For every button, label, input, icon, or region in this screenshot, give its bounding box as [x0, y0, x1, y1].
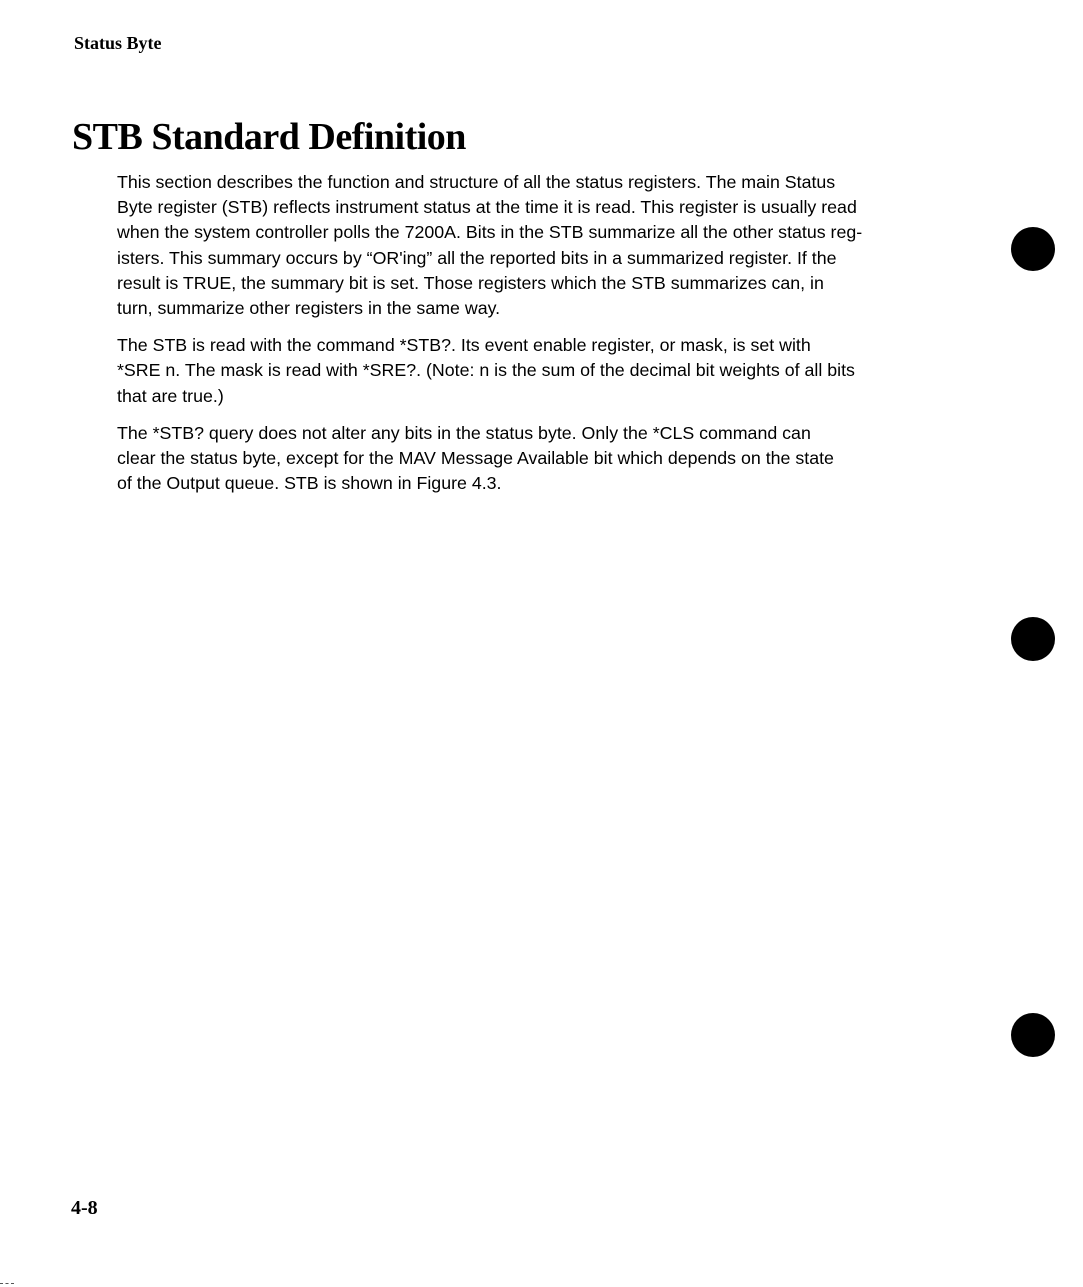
- text-line: isters. This summary occurs by “OR'ing” all the reported bits in a summarized register. If the: [117, 247, 837, 268]
- text-line: *SRE n. The mask is read with *SRE?. (Note: n is the sum of the decimal bit weights of all bits: [117, 360, 855, 381]
- text-line: The *STB? query does not alter any bits in the status byte. Only the *CLS command can: [117, 422, 811, 443]
- text-line: turn, summarize other registers in the same way.: [117, 298, 501, 319]
- text-line: of the Output queue. STB is shown in Figure 4.3.: [117, 473, 502, 494]
- paragraph-stb-read: [117, 333, 947, 409]
- text-line: Byte register (STB) reflects instrument status at the time it is read. This register is usually read: [117, 197, 857, 218]
- text-line: This section describes the function and structure of all the status registers. The main Status: [117, 172, 836, 192]
- text-line: clear the status byte, except for the MAV Message Available bit which depends on the state: [117, 448, 834, 469]
- paragraph-stb-query: [117, 421, 947, 497]
- scan-edge-mark: [0, 1283, 14, 1285]
- body-text: [117, 170, 947, 508]
- page-number: 4-8: [71, 1197, 98, 1219]
- text-line: The STB is read with the command *STB?. Its event enable register, or mask, is set with: [117, 335, 811, 356]
- running-header: Status Byte: [74, 33, 162, 53]
- paragraph-intro: [117, 170, 947, 321]
- binder-hole-top: [1011, 227, 1055, 271]
- binder-hole-middle: [1011, 617, 1055, 661]
- text-line: when the system controller polls the 7200A. Bits in the STB summarize all the other status reg-: [117, 222, 863, 243]
- section-title: STB Standard Definition: [72, 116, 466, 158]
- text-line: that are true.): [117, 385, 224, 406]
- text-line: result is TRUE, the summary bit is set. Those registers which the STB summarizes can, in: [117, 272, 824, 293]
- binder-hole-bottom: [1011, 1013, 1055, 1057]
